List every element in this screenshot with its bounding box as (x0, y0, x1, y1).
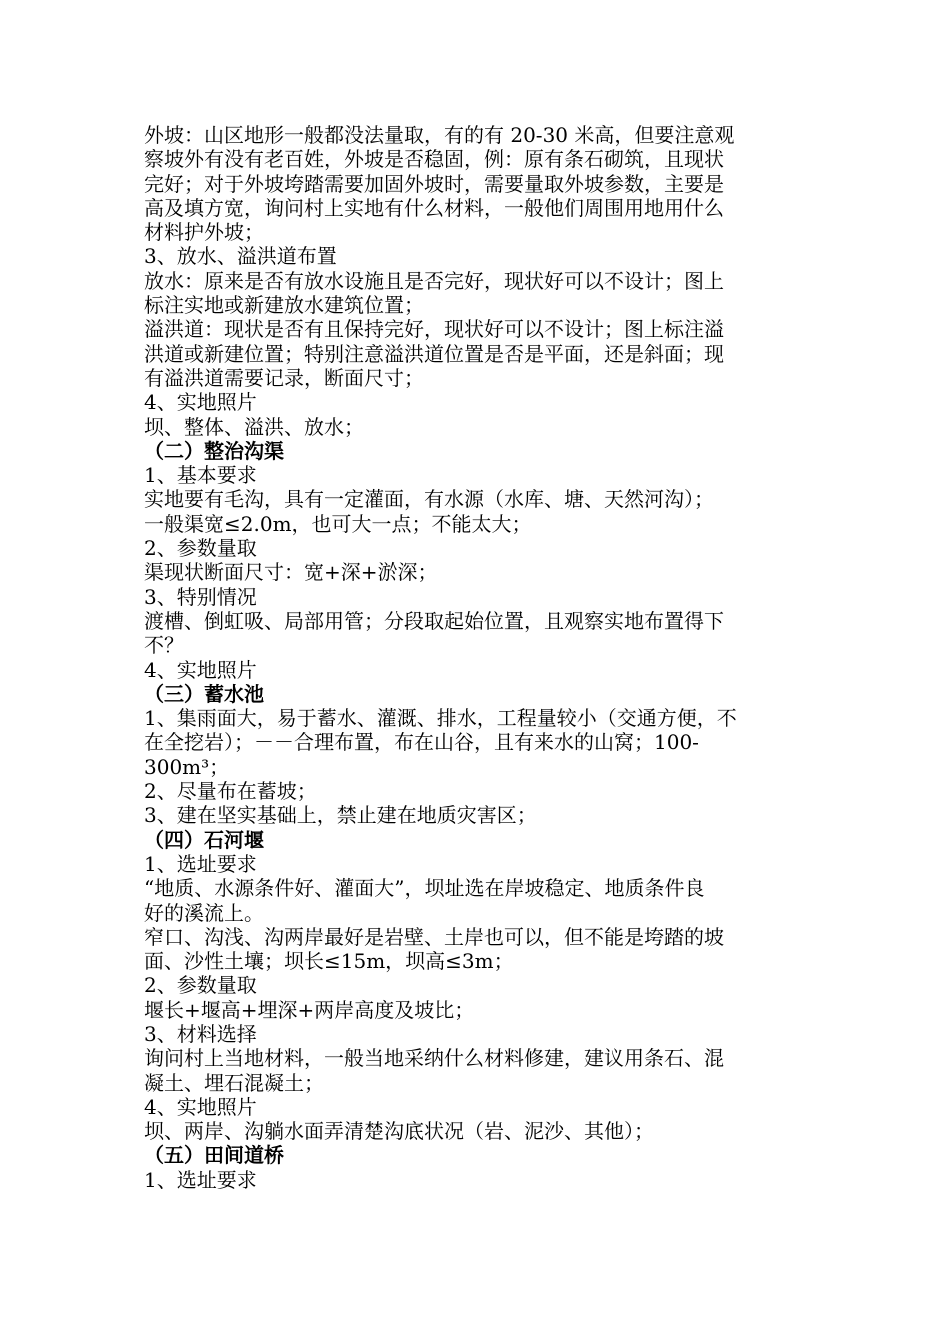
text-line: 1、基本要求 (144, 463, 257, 488)
text-line: 4、实地照片 (144, 657, 257, 682)
section-heading: （二）整治沟渠 (144, 438, 284, 463)
text-line: 2、参数量取 (144, 973, 257, 998)
text-line: 凝土、埋石混凝土； (144, 1070, 324, 1095)
text-line: 2、尽量布在蓄坡； (144, 779, 317, 804)
text-line: 堰长+堰高+埋深+两岸高度及坡比； (144, 997, 475, 1022)
text-line: 有溢洪道需要记录，断面尺寸； (144, 365, 424, 390)
text-line: 在全挖岩）；－－合理布置，布在山谷，且有来水的山窝；100- (144, 730, 699, 755)
text-line: 坝、整体、溢洪、放水； (144, 414, 364, 439)
text-line: 3、建在坚实基础上，禁止建在地质灾害区； (144, 803, 537, 828)
text-line: 渠现状断面尺寸：宽+深+淤深； (144, 560, 438, 585)
text-line: 2、参数量取 (144, 536, 257, 561)
section-heading: （三）蓄水池 (144, 681, 264, 706)
text-line: 面、沙性土壤；坝长≤15m，坝高≤3m； (144, 949, 514, 974)
text-line: 3、特别情况 (144, 584, 257, 609)
text-line: 完好；对于外坡垮踏需要加固外坡时，需要量取外坡参数，主要是 (144, 171, 724, 196)
text-line: 坝、两岸、沟躺水面弄清楚沟底状况（岩、泥沙、其他）； (144, 1119, 654, 1144)
text-line: 溢洪道：现状是否有且保持完好，现状好可以不设计；图上标注溢 (144, 317, 724, 342)
text-line: 外坡：山区地形一般都没法量取，有的有 20-30 米高，但要注意观 (144, 123, 735, 147)
text-line: 窄口、沟浅、沟两岸最好是岩壁、土岸也可以，但不能是垮踏的坡 (144, 924, 724, 949)
document-page (144, 123, 814, 1192)
text-line: 放水：原来是否有放水设施且是否完好，现状好可以不设计；图上 (144, 268, 724, 293)
text-line: “地质、水源条件好、灌面大”，坝址选在岸坡稳定、地质条件良 (144, 876, 705, 901)
text-line: 3、材料选择 (144, 1021, 257, 1046)
text-line: 不？ (144, 633, 184, 658)
text-line: 洪道或新建位置；特别注意溢洪道位置是否是平面，还是斜面；现 (144, 341, 724, 366)
text-line: 1、选址要求 (144, 1167, 257, 1192)
section-heading: （五）田间道桥 (144, 1143, 284, 1168)
text-line: 察坡外有没有老百姓，外坡是否稳固，例：原有条石砌筑，且现状 (144, 147, 724, 172)
text-line: 高及填方宽，询问村上实地有什么材料，一般他们周围用地用什么 (144, 195, 724, 220)
text-line: 4、实地照片 (144, 1094, 257, 1119)
text-line: 渡槽、倒虹吸、局部用管；分段取起始位置，且观察实地布置得下 (144, 608, 724, 633)
section-heading: （四）石河堰 (144, 827, 264, 852)
text-line: 1、集雨面大，易于蓄水、灌溉、排水，工程量较小（交通方便，不 (144, 706, 737, 731)
text-line: 一般渠宽≤2.0m，也可大一点；不能太大； (144, 511, 532, 536)
text-line: 4、实地照片 (144, 390, 257, 415)
text-line: 好的溪流上。 (144, 900, 264, 925)
text-line: 1、选址要求 (144, 851, 257, 876)
text-line: 询问村上当地材料，一般当地采纳什么材料修建，建议用条石、混 (144, 1046, 724, 1071)
text-line: 300m³； (144, 754, 230, 779)
text-line: 材料护外坡； (144, 220, 264, 245)
text-line: 实地要有毛沟，具有一定灌面，有水源（水库、塘、天然河沟）； (144, 487, 714, 512)
text-line: 标注实地或新建放水建筑位置； (144, 293, 424, 318)
text-line: 3、放水、溢洪道布置 (144, 244, 337, 269)
